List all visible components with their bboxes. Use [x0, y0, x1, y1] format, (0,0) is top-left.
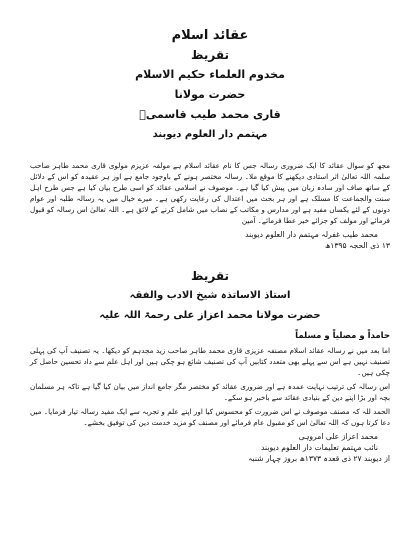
author-honorific: حضرت مولانا	[174, 88, 246, 101]
author-name: قاری محمد طیب قاسمیؒ	[139, 108, 281, 121]
signature-role-2: نائب مہتمم تعلیمات دار العلوم دیوبند	[261, 443, 378, 452]
signature-date-1: ۱۳ ذی الحجہ ۱۳۹۵ھ	[324, 241, 390, 250]
header-block	[30, 28, 390, 142]
signature-name-2: محمد اعزاز علی امروہی	[298, 432, 378, 441]
author2-title: استاذ الاساتذہ شیخ الادب والفقہ	[129, 290, 291, 301]
signature-date-2: از دیوبند ۲۷ ذی قعدہ ۱۳۷۳ھ بروز چہار شنبہ	[248, 454, 390, 463]
signature-name-1: محمد طیب غفرلہ مہتمم دار العلوم دیوبند	[245, 230, 378, 239]
body2-paragraph-1: اما بعد میں نے رسالہ عقائد اسلام مصنفہ عزیزی قاری محمد طاہر صاحب زید مجدہم کو دیکھا۔ یہ تصنیف آپ کی پہلی تصنیف نہیں ہے اس سے پہلے بھی متعدد کتابیں آپ کی تصنیف شائع ہو چکی ہیں اور اہل علم سے داد تحسین حاصل کر چکی ہیں۔	[30, 346, 390, 377]
body-section-1	[30, 160, 390, 251]
document-title: عقائد اسلام	[171, 28, 249, 43]
body2-paragraph-3: الحمد للہ کہ مصنف موصوف نے اس ضرورت کو محسوس کیا اور اپنے علم و تجربہ سے ایک مفید رسالہ تیار فرمایا۔ میں دعا کرتا ہوں کہ اللہ تعالیٰ اس کو مقبول عام فرمائے اور مصنف کو مزید خدمت دین کی توفیق بخشے۔	[30, 407, 390, 427]
header-block-2	[30, 269, 390, 323]
hamd-line: حامداً و مصلیاً و مسلماً	[295, 331, 390, 341]
body-paragraph-1: مجھ کو سوال عقائد کا ایک ضروری رسالہ جس کا نام عقائد اسلام ہے مولفہ عزیزم مولوی قاری محمد طاہر صاحب سلمہ اللہ تعالیٰ اثر استادی دیکھنے کا موقع ملا۔ رسالہ مختصر ہونے کے باوجود جامع ہے اور ہر عقیدہ کو اس کے دلائل کے ساتھ صاف اور سادہ زبان میں پیش کیا گیا ہے۔ موصوف نے اسلامی عقائد کو اسی طرح بیان کیا ہے جس طرح اہل سنت والجماعت کا مسلک ہے اور ہر بحث میں اعتدال کی رعایت رکھی ہے۔ میرے خیال میں یہ رسالہ طلبہ اور عوام دونوں کے لئے یکساں مفید ہے اور مدارس و مکاتب کے نصاب میں شامل کرنے کے لائق ہے۔ اللہ تعالیٰ اس رسالہ کو قبول فرمائے اور مولف کو جزائے خیر عطا فرمائے۔ آمین	[30, 161, 390, 225]
section-heading-2: تقریظ	[191, 269, 229, 283]
body2-paragraph-2: اس رسالہ کی ترتیب نہایت عمدہ ہے اور ضروری عقائد کو مختصر مگر جامع انداز میں بیان کیا گیا ہے تاکہ ہر مسلمان بچہ اور بڑا اپنے دین کے بنیادی عقائد سے باخبر ہو سکے۔	[30, 382, 390, 402]
section-heading-1: تقریظ	[191, 48, 229, 62]
author-role: مہتمم دار العلوم دیوبند	[152, 129, 268, 140]
body-section-2	[30, 331, 390, 464]
author2-name: حضرت مولانا محمد اعزاز علی رحمۃ اللہ علیہ	[99, 310, 321, 321]
author-title: مخدوم العلماء حکیم الاسلام	[135, 68, 285, 81]
